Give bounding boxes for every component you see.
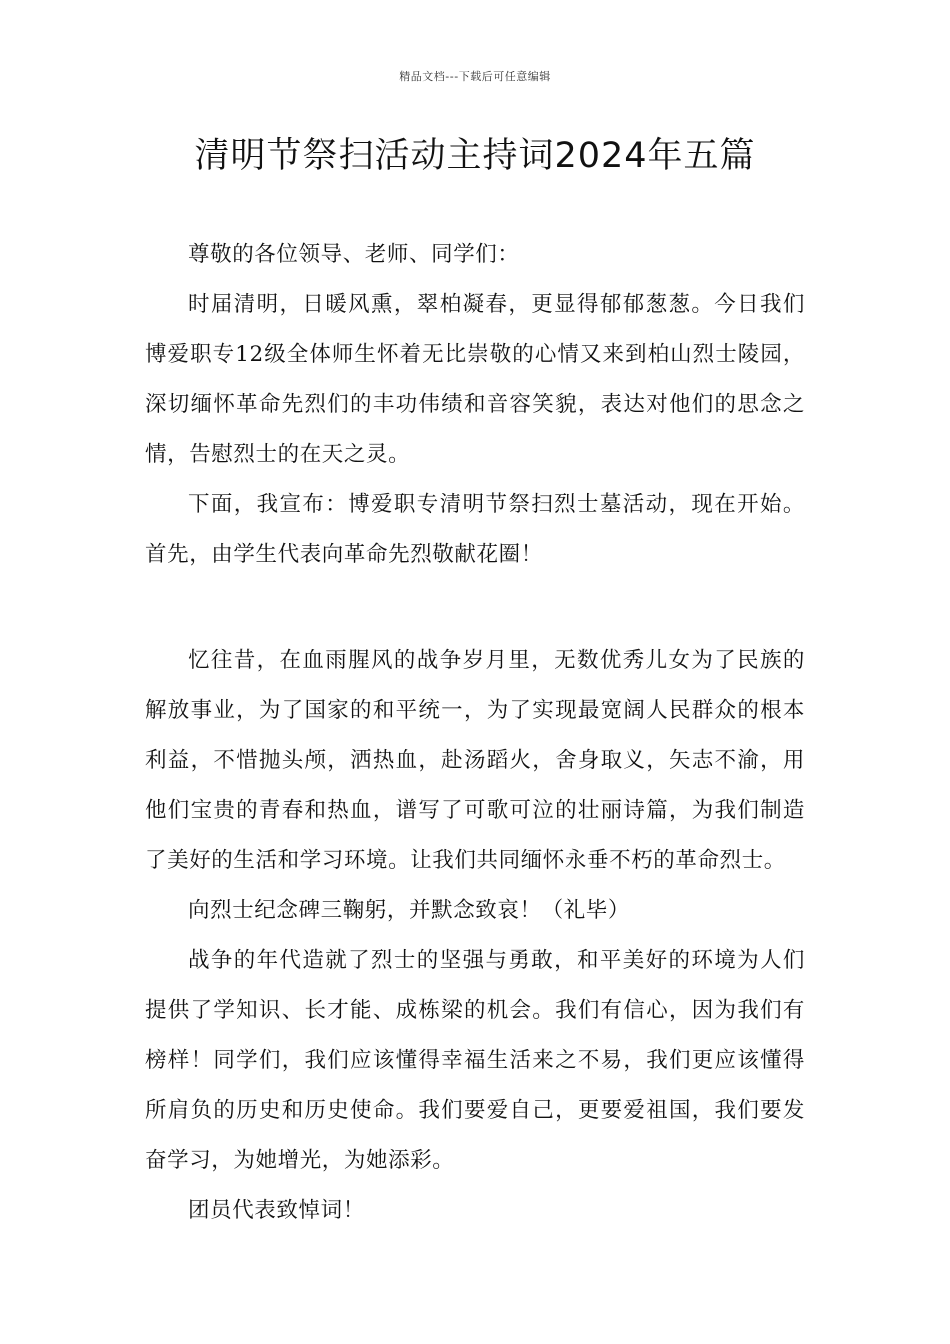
document-title: 清明节祭扫活动主持词2024年五篇 (194, 136, 756, 176)
paragraph-eulogy: 团员代表致悼词！ (188, 1198, 365, 1223)
document-body (145, 230, 805, 1236)
paragraph-bow: 向烈士纪念碑三鞠躬，并默念致哀！（礼毕） (188, 898, 631, 923)
header-note: 精品文档---下载后可任意编辑 (399, 70, 551, 83)
paragraph-spacer (145, 580, 805, 636)
paragraph-remembrance: 忆往昔，在血雨腥风的战争岁月里，无数优秀儿女为了民族的解放事业，为了国家的和平统一，为了实现最宽阔人民群众的根本利益，不惜抛头颅，洒热血，赴汤蹈火，舍身取义，矢志不渝，用他们宝贵的青春和热血，谱写了可歌可泣的壮丽诗篇，为我们制造了美好的生活和学习环境。让我们共同缅怀永垂不朽的革命烈士。 (145, 648, 805, 873)
paragraph-greeting: 尊敬的各位领导、老师、同学们： (188, 242, 520, 267)
paragraph-opening: 时届清明，日暖风熏，翠柏凝春，更显得郁郁葱葱。今日我们博爱职专12级全体师生怀着无比崇敬的心情又来到柏山烈士陵园，深切缅怀革命先烈们的丰功伟绩和音容笑貌，表达对他们的思念之情，告慰烈士的在天之灵。 (145, 292, 805, 467)
paragraph-mission: 战争的年代造就了烈士的坚强与勇敢，和平美好的环境为人们提供了学知识、长才能、成栋梁的机会。我们有信心，因为我们有榜样！同学们，我们应该懂得幸福生活来之不易，我们更应该懂得所肩负的历史和历史使命。我们要爱自己，更要爱祖国，我们要发奋学习，为她增光，为她添彩。 (145, 948, 805, 1173)
paragraph-announcement: 下面，我宣布：博爱职专清明节祭扫烈士墓活动，现在开始。首先，由学生代表向革命先烈敬献花圈！ (145, 492, 805, 567)
